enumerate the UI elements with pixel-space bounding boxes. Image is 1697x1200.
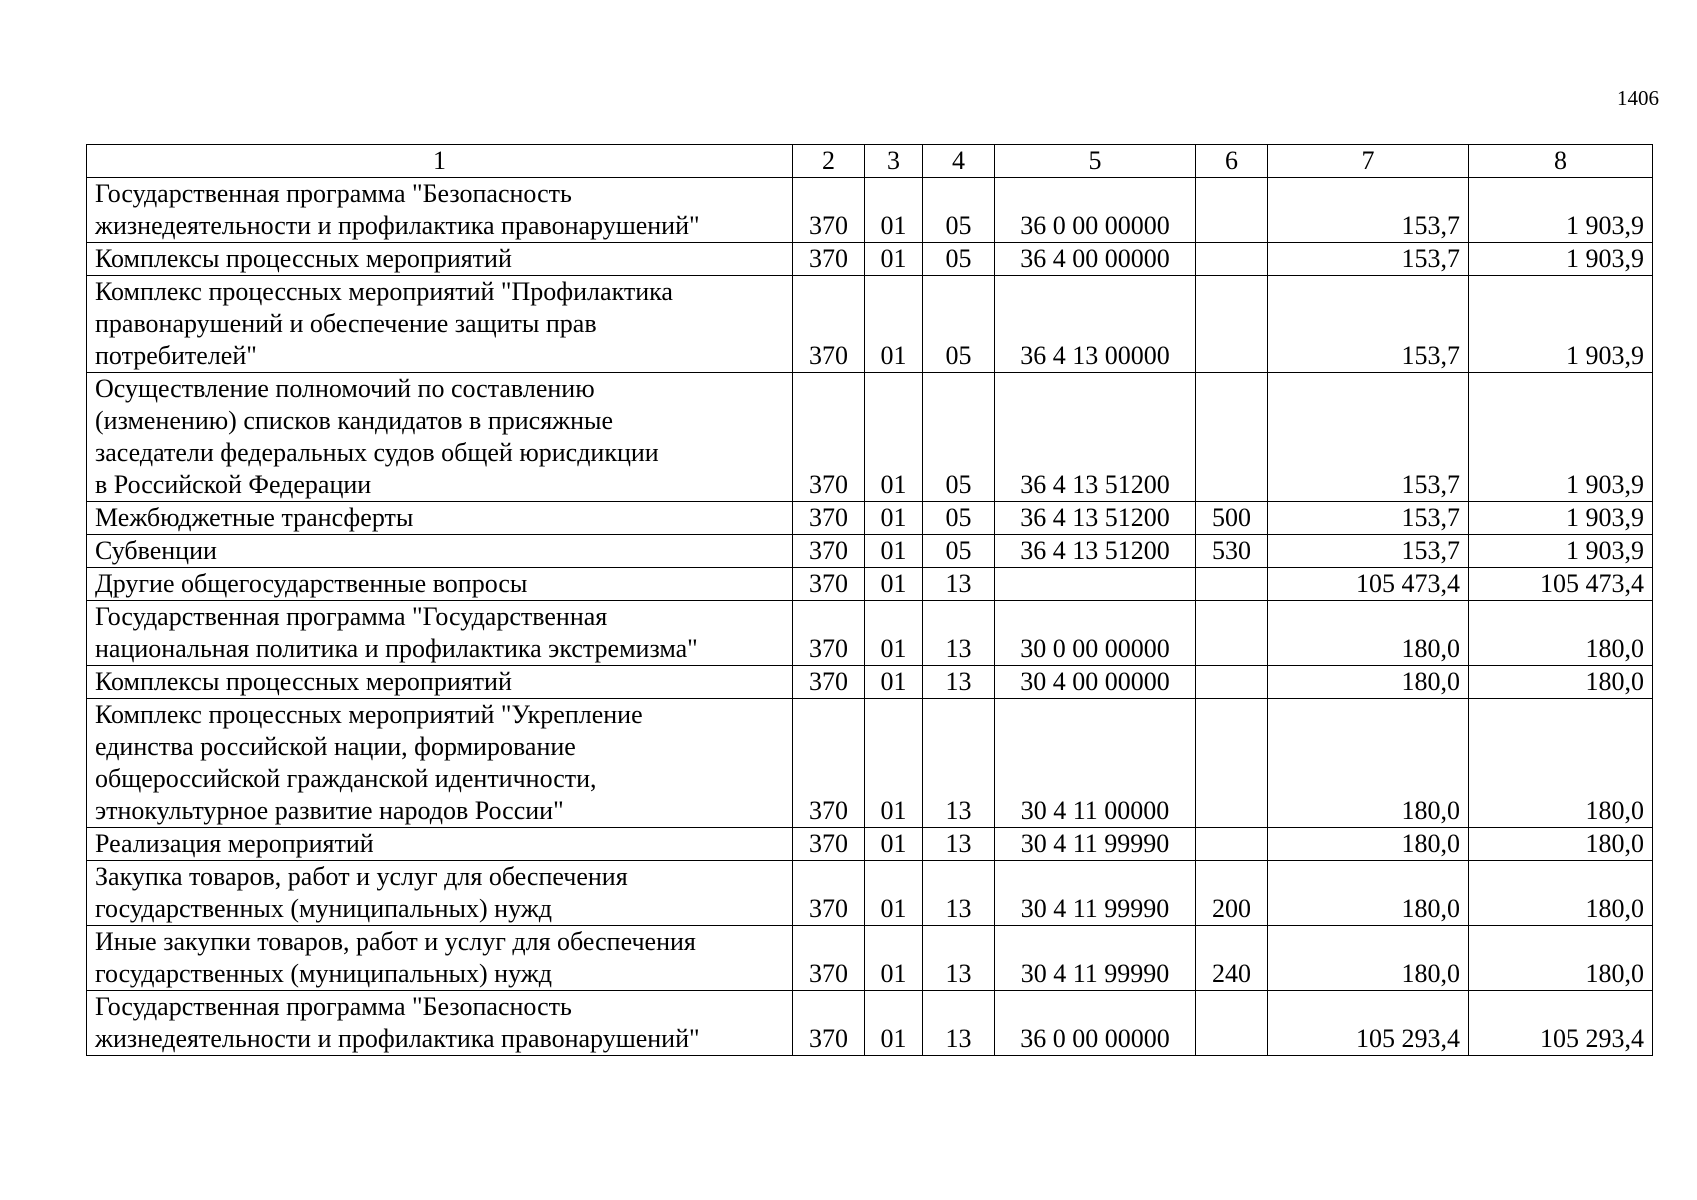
cell-code-expense-type: 200 bbox=[1196, 861, 1268, 926]
cell-code-admin: 370 bbox=[793, 276, 865, 373]
table-row bbox=[87, 861, 1653, 926]
cell-amount-col8: 1 903,9 bbox=[1469, 243, 1653, 276]
item-name-line: Осуществление полномочий по составлению bbox=[95, 374, 595, 403]
cell-amount-col8: 180,0 bbox=[1469, 699, 1653, 828]
cell-code-subsection: 13 bbox=[923, 601, 995, 666]
cell-amount-col7: 180,0 bbox=[1268, 666, 1469, 699]
cell-code-section: 01 bbox=[865, 178, 923, 243]
cell-code-expense-type: 240 bbox=[1196, 926, 1268, 991]
cell-code-subsection: 13 bbox=[923, 926, 995, 991]
item-name-line: потребителей" bbox=[95, 341, 257, 370]
item-name-line: (изменению) списков кандидатов в присяжные bbox=[95, 406, 614, 435]
cell-amount-col7: 153,7 bbox=[1268, 243, 1469, 276]
cell-amount-col7: 153,7 bbox=[1268, 535, 1469, 568]
item-name-line: Комплекс процессных мероприятий "Укрепление bbox=[95, 700, 643, 729]
item-name-line: Комплексы процессных мероприятий bbox=[95, 667, 512, 696]
cell-code-subsection: 13 bbox=[923, 699, 995, 828]
cell-code-admin: 370 bbox=[793, 373, 865, 502]
cell-code-section: 01 bbox=[865, 699, 923, 828]
cell-code-admin: 370 bbox=[793, 991, 865, 1056]
item-name-line: этнокультурное развитие народов России" bbox=[95, 796, 564, 825]
cell-code-admin: 370 bbox=[793, 178, 865, 243]
cell-code-expense-type bbox=[1196, 991, 1268, 1056]
cell-code-section: 01 bbox=[865, 991, 923, 1056]
table-row bbox=[87, 373, 1653, 502]
cell-code-subsection: 13 bbox=[923, 991, 995, 1056]
cell-code-subsection: 13 bbox=[923, 828, 995, 861]
cell-code-admin: 370 bbox=[793, 243, 865, 276]
cell-code-admin: 370 bbox=[793, 699, 865, 828]
cell-code-target: 30 4 11 99990 bbox=[995, 828, 1196, 861]
cell-code-admin: 370 bbox=[793, 926, 865, 991]
cell-amount-col7: 180,0 bbox=[1268, 828, 1469, 861]
cell-code-expense-type bbox=[1196, 276, 1268, 373]
cell-amount-col7: 105 293,4 bbox=[1268, 991, 1469, 1056]
item-name-line: Другие общегосударственные вопросы bbox=[95, 569, 528, 598]
cell-item-name bbox=[87, 502, 793, 535]
cell-code-section: 01 bbox=[865, 502, 923, 535]
header-cell: 1 bbox=[87, 145, 793, 178]
cell-code-section: 01 bbox=[865, 243, 923, 276]
cell-item-name bbox=[87, 666, 793, 699]
item-name-line: Комплекс процессных мероприятий "Профилактика bbox=[95, 277, 673, 306]
cell-item-name bbox=[87, 568, 793, 601]
cell-item-name bbox=[87, 243, 793, 276]
item-name-line: Государственная программа "Государственная bbox=[95, 602, 608, 631]
cell-amount-col8: 180,0 bbox=[1469, 828, 1653, 861]
cell-amount-col8: 1 903,9 bbox=[1469, 502, 1653, 535]
cell-item-name bbox=[87, 601, 793, 666]
cell-code-expense-type: 530 bbox=[1196, 535, 1268, 568]
cell-code-subsection: 13 bbox=[923, 861, 995, 926]
item-name-line: в Российской Федерации bbox=[95, 470, 372, 499]
cell-code-section: 01 bbox=[865, 828, 923, 861]
cell-code-target: 30 4 11 99990 bbox=[995, 926, 1196, 991]
cell-amount-col8: 1 903,9 bbox=[1469, 373, 1653, 502]
cell-code-section: 01 bbox=[865, 666, 923, 699]
cell-code-target: 30 0 00 00000 bbox=[995, 601, 1196, 666]
table-row bbox=[87, 535, 1653, 568]
cell-code-subsection: 05 bbox=[923, 502, 995, 535]
cell-amount-col7: 180,0 bbox=[1268, 601, 1469, 666]
item-name-line: Субвенции bbox=[95, 536, 217, 565]
cell-code-admin: 370 bbox=[793, 535, 865, 568]
cell-code-target: 30 4 11 00000 bbox=[995, 699, 1196, 828]
cell-amount-col7: 180,0 bbox=[1268, 926, 1469, 991]
cell-code-target: 30 4 11 99990 bbox=[995, 861, 1196, 926]
item-name-line: общероссийской гражданской идентичности, bbox=[95, 764, 597, 793]
cell-code-expense-type bbox=[1196, 373, 1268, 502]
cell-item-name bbox=[87, 926, 793, 991]
header-cell: 6 bbox=[1196, 145, 1268, 178]
table-row bbox=[87, 828, 1653, 861]
cell-code-admin: 370 bbox=[793, 502, 865, 535]
table-row bbox=[87, 666, 1653, 699]
page-number: 1406 bbox=[1617, 86, 1659, 110]
cell-code-subsection: 13 bbox=[923, 666, 995, 699]
cell-code-target: 36 0 00 00000 bbox=[995, 178, 1196, 243]
cell-amount-col7: 105 473,4 bbox=[1268, 568, 1469, 601]
cell-item-name bbox=[87, 276, 793, 373]
budget-table bbox=[86, 144, 1653, 1056]
cell-item-name bbox=[87, 828, 793, 861]
table-row bbox=[87, 178, 1653, 243]
cell-code-section: 01 bbox=[865, 601, 923, 666]
item-name-line: жизнедеятельности и профилактика правонарушений" bbox=[95, 1024, 700, 1053]
cell-item-name bbox=[87, 699, 793, 828]
header-cell: 5 bbox=[995, 145, 1196, 178]
cell-code-expense-type: 500 bbox=[1196, 502, 1268, 535]
table-row bbox=[87, 601, 1653, 666]
header-cell: 4 bbox=[923, 145, 995, 178]
cell-code-admin: 370 bbox=[793, 666, 865, 699]
cell-amount-col8: 1 903,9 bbox=[1469, 535, 1653, 568]
item-name-line: единства российской нации, формирование bbox=[95, 732, 576, 761]
cell-amount-col8: 1 903,9 bbox=[1469, 178, 1653, 243]
cell-code-admin: 370 bbox=[793, 828, 865, 861]
cell-amount-col8: 180,0 bbox=[1469, 926, 1653, 991]
cell-code-section: 01 bbox=[865, 276, 923, 373]
cell-code-target: 36 4 13 00000 bbox=[995, 276, 1196, 373]
cell-amount-col8: 105 473,4 bbox=[1469, 568, 1653, 601]
cell-code-target: 36 4 00 00000 bbox=[995, 243, 1196, 276]
item-name-line: государственных (муниципальных) нужд bbox=[95, 894, 552, 923]
cell-amount-col8: 180,0 bbox=[1469, 666, 1653, 699]
cell-item-name bbox=[87, 991, 793, 1056]
cell-code-subsection: 13 bbox=[923, 568, 995, 601]
cell-amount-col8: 1 903,9 bbox=[1469, 276, 1653, 373]
cell-code-subsection: 05 bbox=[923, 276, 995, 373]
cell-amount-col8: 180,0 bbox=[1469, 601, 1653, 666]
cell-amount-col8: 105 293,4 bbox=[1469, 991, 1653, 1056]
cell-code-subsection: 05 bbox=[923, 535, 995, 568]
table-row bbox=[87, 276, 1653, 373]
item-name-line: жизнедеятельности и профилактика правонарушений" bbox=[95, 211, 700, 240]
cell-item-name bbox=[87, 535, 793, 568]
table-row bbox=[87, 926, 1653, 991]
cell-code-subsection: 05 bbox=[923, 178, 995, 243]
cell-code-target: 36 4 13 51200 bbox=[995, 535, 1196, 568]
cell-code-admin: 370 bbox=[793, 568, 865, 601]
cell-code-target: 30 4 00 00000 bbox=[995, 666, 1196, 699]
cell-code-expense-type bbox=[1196, 568, 1268, 601]
item-name-line: Закупка товаров, работ и услуг для обеспечения bbox=[95, 862, 628, 891]
table-row bbox=[87, 502, 1653, 535]
cell-code-expense-type bbox=[1196, 178, 1268, 243]
header-cell: 2 bbox=[793, 145, 865, 178]
header-cell: 7 bbox=[1268, 145, 1469, 178]
header-cell: 8 bbox=[1469, 145, 1653, 178]
cell-amount-col7: 180,0 bbox=[1268, 861, 1469, 926]
item-name-line: правонарушений и обеспечение защиты прав bbox=[95, 309, 597, 338]
table-header-row bbox=[87, 145, 1653, 178]
cell-code-section: 01 bbox=[865, 535, 923, 568]
cell-amount-col7: 153,7 bbox=[1268, 178, 1469, 243]
cell-item-name bbox=[87, 178, 793, 243]
item-name-line: Государственная программа "Безопасность bbox=[95, 992, 572, 1021]
cell-code-target bbox=[995, 568, 1196, 601]
cell-code-expense-type bbox=[1196, 601, 1268, 666]
table-row bbox=[87, 243, 1653, 276]
cell-code-target: 36 4 13 51200 bbox=[995, 373, 1196, 502]
cell-item-name bbox=[87, 861, 793, 926]
cell-amount-col7: 153,7 bbox=[1268, 276, 1469, 373]
item-name-line: Реализация мероприятий bbox=[95, 829, 374, 858]
cell-code-expense-type bbox=[1196, 666, 1268, 699]
cell-code-expense-type bbox=[1196, 243, 1268, 276]
item-name-line: Иные закупки товаров, работ и услуг для обеспечения bbox=[95, 927, 696, 956]
cell-code-section: 01 bbox=[865, 568, 923, 601]
cell-item-name bbox=[87, 373, 793, 502]
cell-amount-col7: 180,0 bbox=[1268, 699, 1469, 828]
cell-amount-col8: 180,0 bbox=[1469, 861, 1653, 926]
cell-amount-col7: 153,7 bbox=[1268, 502, 1469, 535]
table-row bbox=[87, 699, 1653, 828]
cell-code-section: 01 bbox=[865, 926, 923, 991]
cell-code-section: 01 bbox=[865, 373, 923, 502]
header-cell: 3 bbox=[865, 145, 923, 178]
item-name-line: заседатели федеральных судов общей юрисдикции bbox=[95, 438, 659, 467]
item-name-line: Государственная программа "Безопасность bbox=[95, 179, 572, 208]
item-name-line: национальная политика и профилактика экстремизма" bbox=[95, 634, 698, 663]
cell-code-subsection: 05 bbox=[923, 373, 995, 502]
cell-code-admin: 370 bbox=[793, 601, 865, 666]
cell-code-target: 36 0 00 00000 bbox=[995, 991, 1196, 1056]
item-name-line: Комплексы процессных мероприятий bbox=[95, 244, 512, 273]
table-row bbox=[87, 568, 1653, 601]
table-row bbox=[87, 991, 1653, 1056]
cell-code-target: 36 4 13 51200 bbox=[995, 502, 1196, 535]
cell-amount-col7: 153,7 bbox=[1268, 373, 1469, 502]
cell-code-section: 01 bbox=[865, 861, 923, 926]
cell-code-subsection: 05 bbox=[923, 243, 995, 276]
item-name-line: Межбюджетные трансферты bbox=[95, 503, 414, 532]
cell-code-expense-type bbox=[1196, 828, 1268, 861]
item-name-line: государственных (муниципальных) нужд bbox=[95, 959, 552, 988]
cell-code-expense-type bbox=[1196, 699, 1268, 828]
cell-code-admin: 370 bbox=[793, 861, 865, 926]
